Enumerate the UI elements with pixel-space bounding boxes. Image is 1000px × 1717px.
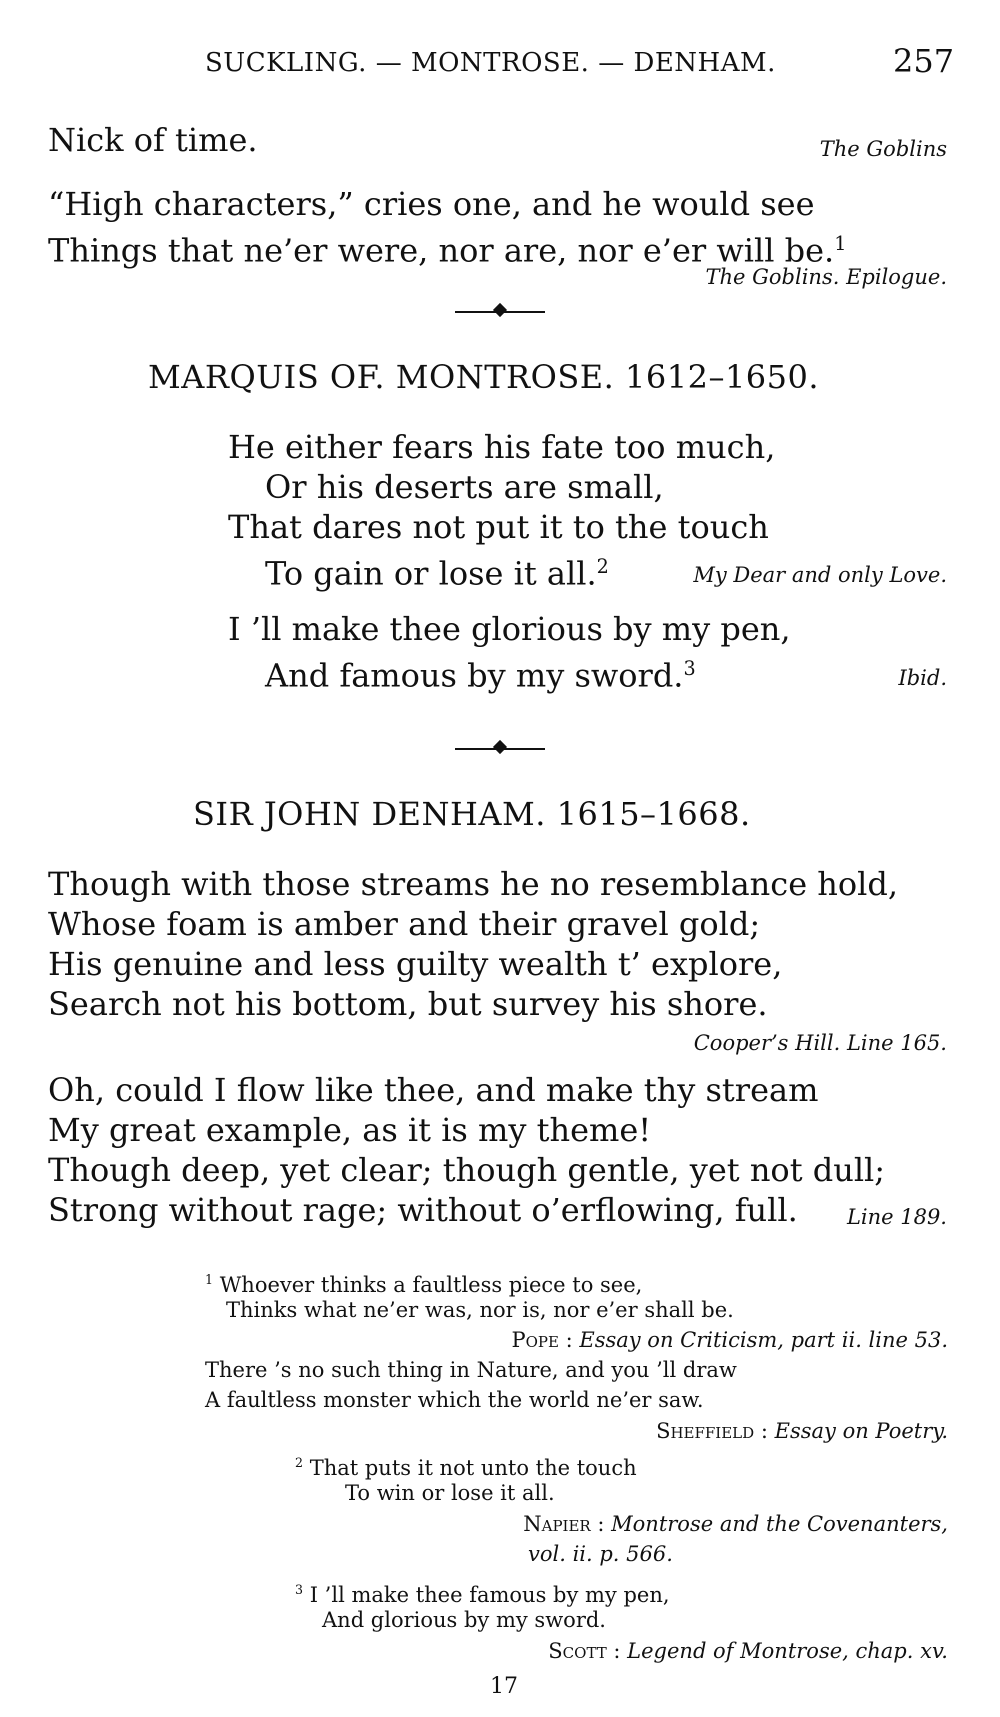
footnote-number: 2 [295, 1455, 304, 1470]
footnote-line: There ’s no such thing in Nature, and you ’ll draw [205, 1358, 737, 1382]
quote-line: “High characters,” cries one, and he would see [48, 185, 815, 223]
footnote-line: To win or lose it all. [345, 1481, 555, 1505]
footnote-ref: 2 [596, 555, 609, 578]
citation: Line 189. [846, 1205, 947, 1229]
footnote-line: $^2$ That puts it not unto the touch [295, 1455, 637, 1480]
footnote-ref: 3 [683, 657, 696, 680]
signature-mark: 17 [490, 1674, 518, 1699]
verse-line: Whose foam is amber and their gravel gold; [48, 905, 761, 943]
footnote-line: And glorious by my sword. [322, 1608, 606, 1632]
section-heading: MARQUIS OF. MONTROSE. 1612–1650. [148, 358, 820, 396]
footnote-attribution: Scott : Legend of Montrose, chap. xv. [548, 1639, 948, 1663]
verse-line: Oh, could I flow like thee, and make thy stream [48, 1071, 819, 1109]
citation: Ibid. [898, 666, 947, 690]
running-header: SUCKLING. — MONTROSE. — DENHAM. [205, 48, 776, 78]
verse-line: His genuine and less guilty wealth t’ explore, [48, 945, 783, 983]
footnote-attribution: Sheffield : Essay on Poetry. [656, 1419, 948, 1443]
citation: The Goblins. Epilogue. [705, 265, 947, 289]
page-number: 257 [893, 42, 955, 80]
footnote-attribution-cont: vol. ii. p. 566. [528, 1542, 673, 1566]
footnote-number: 3 [295, 1582, 304, 1597]
footnote-attribution: Napier : Montrose and the Covenanters, [523, 1512, 948, 1536]
citation: Cooper’s Hill. Line 165. [693, 1031, 947, 1055]
verse-line: Search not his bottom, but survey his shore. [48, 985, 768, 1023]
verse-line: That dares not put it to the touch [228, 508, 769, 546]
section-heading: SIR JOHN DENHAM. 1615–1668. [193, 795, 751, 833]
quote-line: Nick of time. [48, 121, 258, 159]
verse-line: Or his deserts are small, [265, 468, 664, 506]
footnote-line: A faultless monster which the world ne’er saw. [205, 1388, 704, 1412]
quote-line: Things that ne’er were, nor are, nor e’er will be.$^1$ [48, 231, 847, 270]
verse-line: Though deep, yet clear; though gentle, yet not dull; [48, 1151, 886, 1189]
footnote-ref: 1 [834, 232, 847, 255]
footnote-attribution: Pope : Essay on Criticism, part ii. line 53. [511, 1328, 948, 1352]
citation: My Dear and only Love. [693, 563, 947, 587]
section-divider-ornament [455, 739, 545, 755]
footnote-line: Thinks what ne’er was, nor is, nor e’er shall be. [226, 1298, 734, 1322]
verse-line: And famous by my sword.$^3$ [265, 656, 696, 695]
verse-line: He either fears his fate too much, [228, 428, 776, 466]
verse-line: Though with those streams he no resemblance hold, [48, 865, 899, 903]
footnote-number: 1 [205, 1272, 214, 1287]
footnote-line: $^3$ I ’ll make thee famous by my pen, [295, 1582, 670, 1607]
footnote-line: $^1$ Whoever thinks a faultless piece to see, [205, 1272, 643, 1297]
verse-line: I ’ll make thee glorious by my pen, [228, 610, 791, 648]
verse-line: To gain or lose it all.$^2$ [265, 554, 609, 593]
verse-line: Strong without rage; without o’erflowing, full. [48, 1191, 798, 1229]
citation: The Goblins [819, 137, 947, 161]
section-divider-ornament [455, 302, 545, 318]
verse-line: My great example, as it is my theme! [48, 1111, 652, 1149]
